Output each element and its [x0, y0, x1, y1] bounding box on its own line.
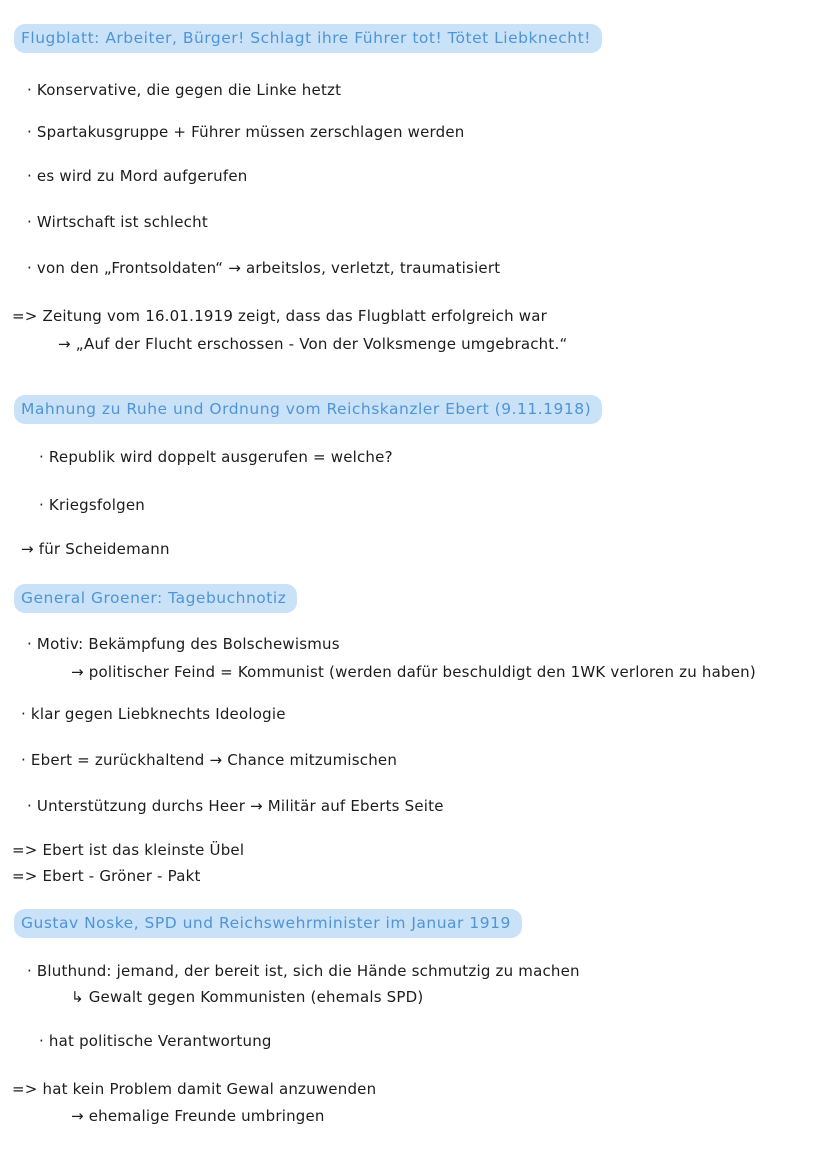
section-heading: Gustav Noske, SPD und Reichswehrminister im Januar 1919 [14, 909, 522, 938]
note-line: · Bluthund: jemand, der bereit ist, sich die Hände schmutzig zu machen [27, 962, 580, 980]
note-section-groener [0, 584, 818, 887]
note-section-noske [0, 909, 818, 1127]
note-line: · hat politische Verantwortung [39, 1032, 272, 1050]
note-line-conclusion: => Zeitung vom 16.01.1919 zeigt, dass das Flugblatt erfolgreich war [12, 307, 548, 325]
note-line: · Unterstützung durchs Heer → Militär auf Eberts Seite [27, 797, 444, 815]
section-heading: Mahnung zu Ruhe und Ordnung vom Reichskanzler Ebert (9.11.1918) [14, 395, 602, 424]
note-line-sub: → politischer Feind = Kommunist (werden dafür beschuldigt den 1WK verloren zu haben) [71, 663, 756, 681]
note-line-conclusion: => Ebert - Gröner - Pakt [12, 867, 201, 885]
note-line: · Konservative, die gegen die Linke hetzt [27, 81, 342, 99]
note-line-sub: ↳ Gewalt gegen Kommunisten (ehemals SPD) [71, 988, 424, 1006]
note-line: · Wirtschaft ist schlecht [27, 213, 208, 231]
note-line: · Republik wird doppelt ausgerufen = welche? [39, 448, 393, 466]
note-line: · klar gegen Liebknechts Ideologie [21, 705, 286, 723]
section-heading-row [14, 24, 818, 53]
section-heading-row [14, 909, 818, 938]
note-line: · Spartakusgruppe + Führer müssen zerschlagen werden [27, 123, 465, 141]
note-line: · Kriegsfolgen [39, 496, 145, 514]
section-heading-row [14, 395, 818, 424]
section-heading-row [14, 584, 818, 613]
note-section-mahnung [0, 395, 818, 560]
section-heading: Flugblatt: Arbeiter, Bürger! Schlagt ihre Führer tot! Tötet Liebknecht! [14, 24, 602, 53]
note-line-conclusion: => hat kein Problem damit Gewal anzuwenden [12, 1080, 377, 1098]
note-line: · es wird zu Mord aufgerufen [27, 167, 248, 185]
note-line-conclusion: => Ebert ist das kleinste Übel [12, 841, 245, 859]
note-line: · von den „Frontsoldaten“ → arbeitslos, verletzt, traumatisiert [27, 259, 501, 277]
note-line-sub: → ehemalige Freunde umbringen [71, 1107, 325, 1125]
section-heading: General Groener: Tagebuchnotiz [14, 584, 297, 613]
note-line-sub: → „Auf der Flucht erschossen - Von der Volksmenge umgebracht.“ [58, 335, 568, 353]
note-line: · Motiv: Bekämpfung des Bolschewismus [27, 635, 340, 653]
note-line-sub: → für Scheidemann [21, 540, 170, 558]
note-section-flugblatt [0, 24, 818, 355]
note-line: · Ebert = zurückhaltend → Chance mitzumischen [21, 751, 398, 769]
